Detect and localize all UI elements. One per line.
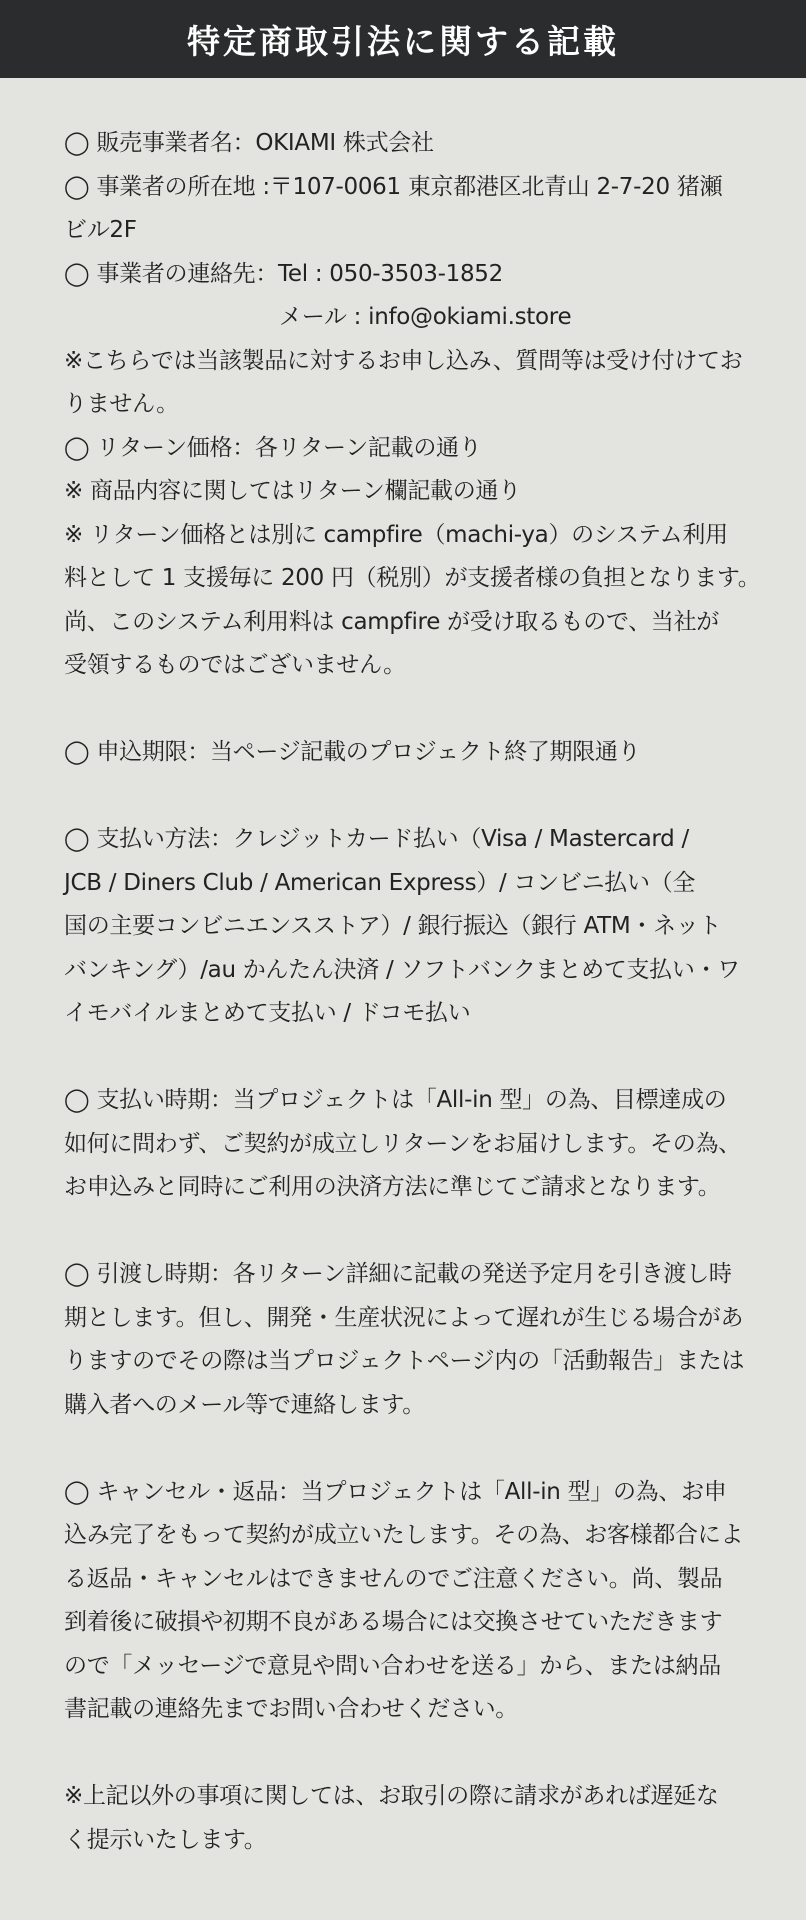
spacer <box>64 1036 744 1080</box>
payment-method-line-cont: JCB / Diners Club / American Express）/ コンビニ払い（全 <box>64 869 696 896</box>
delivery-timing-line-cont: 期とします。但し、開発・生産状況によって遅れが生じる場合があ <box>64 1304 744 1331</box>
seller-name-line: ◯ 販売事業者名：OKIAMI 株式会社 <box>64 130 434 156</box>
page-title: 特定商取引法に関する記載 <box>187 21 619 61</box>
inquiry-note-line: ※こちらでは当該製品に対するお申し込み、質問等は受け付けてお <box>64 347 743 374</box>
delivery-timing-line-cont: 購入者へのメール等で連絡します。 <box>64 1391 425 1418</box>
other-matters-line-cont: く提示いたします。 <box>64 1826 267 1853</box>
spacer <box>64 775 744 819</box>
return-price-line: ◯ リターン価格：各リターン記載の通り <box>64 434 482 461</box>
payment-timing-line: ◯ 支払い時期：当プロジェクトは「All-in 型」の為、目標達成の <box>64 1087 727 1113</box>
system-fee-note-cont: 料として 1 支援毎に 200 円（税別）が支援者様の負担となります。 <box>64 565 761 591</box>
deadline-line: ◯ 申込期限：当ページ記載のプロジェクト終了期限通り <box>64 739 641 765</box>
payment-method-line-cont: 国の主要コンビニエンスストア）/ 銀行振込（銀行 ATM・ネット <box>64 913 722 939</box>
inquiry-note-line-cont: りません。 <box>64 391 179 417</box>
delivery-timing-line: ◯ 引渡し時期：各リターン詳細に記載の発送予定月を引き渡し時 <box>64 1261 732 1287</box>
spacer <box>64 1427 744 1471</box>
spacer <box>64 1732 744 1776</box>
contact-mail-line: メール : info@okiami.store <box>279 304 572 330</box>
system-fee-note-cont: 尚、このシステム利用料は campfire が受け取るもので、当社が <box>64 608 719 635</box>
legal-notice-body <box>0 78 761 1862</box>
cancel-return-line: ◯ キャンセル・返品：当プロジェクトは「All-in 型」の為、お申 <box>64 1478 727 1505</box>
page-header <box>0 0 806 78</box>
other-matters-line: ※上記以外の事項に関しては、お取引の際に請求があれば遅延な <box>64 1783 719 1809</box>
system-fee-note-cont: 受領するものではございません。 <box>64 652 406 678</box>
cancel-return-line-cont: る返品・キャンセルはできませんのでご注意ください。尚、製品 <box>64 1565 723 1592</box>
system-fee-note: ※ リターン価格とは別に campfire（machi-ya）のシステム利用 <box>64 521 728 548</box>
cancel-return-line-cont: 到着後に破損や初期不良がある場合には交換させていただきます <box>64 1609 723 1635</box>
spacer <box>64 1210 744 1254</box>
contact-tel-line: ◯ 事業者の連絡先：Tel : 050-3503-1852 <box>64 260 503 287</box>
payment-timing-line-cont: 如何に問わず、ご契約が成立しリターンをお届けします。その為、 <box>64 1130 741 1157</box>
payment-method-line-cont: イモバイルまとめて支払い / ドコモ払い <box>64 1000 471 1026</box>
payment-timing-line-cont: お申込みと同時にご利用の決済方法に準じてご請求となります。 <box>64 1174 721 1200</box>
address-line-cont: ビル2F <box>64 217 137 243</box>
payment-method-line: ◯ 支払い方法：クレジットカード払い（Visa / Mastercard / <box>64 826 689 852</box>
delivery-timing-line-cont: りますのでその際は当プロジェクトページ内の「活動報告」または <box>64 1348 745 1374</box>
cancel-return-line-cont: 込み完了をもって契約が成立いたします。その為、お客様都合によ <box>64 1522 744 1548</box>
address-line: ◯ 事業者の所在地 :〒107-0061 東京都港区北青山 2-7-20 猪瀬 <box>64 173 723 200</box>
cancel-return-line-cont: 書記載の連絡先までお問い合わせください。 <box>64 1696 519 1722</box>
payment-method-line-cont: バンキング）/au かんたん決済 / ソフトバンクまとめて支払い・ワ <box>64 956 740 983</box>
spacer <box>64 688 744 732</box>
product-content-note: ※ 商品内容に関してはリターン欄記載の通り <box>64 478 521 504</box>
cancel-return-line-cont: ので「メッセージで意見や問い合わせを送る」から、または納品 <box>64 1652 721 1679</box>
